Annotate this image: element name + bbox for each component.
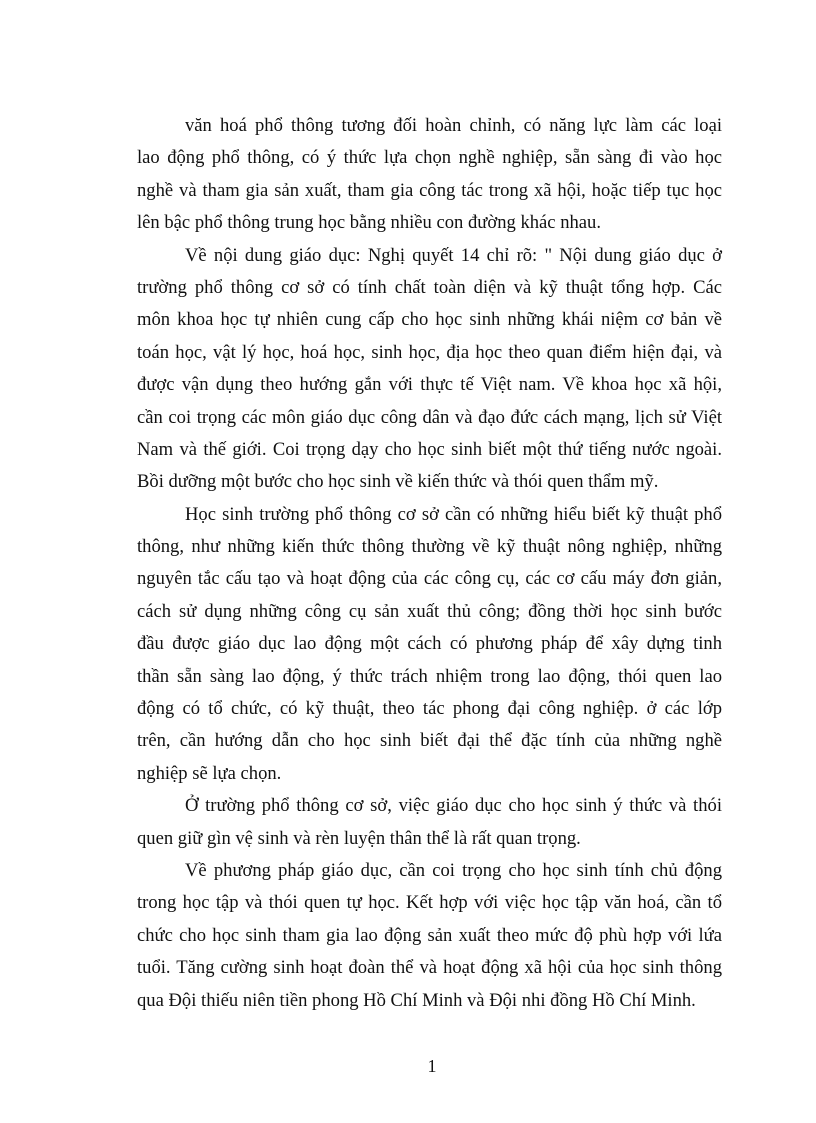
text-line: trong học tập và thói quen tự học. Kết hợp với việc học tập văn hoá, cần tổ (137, 892, 722, 914)
text-line: thông, như những kiến thức thông thường về kỹ thuật nông nghiệp, những (137, 536, 722, 558)
text-line: trên, cần hướng dẫn cho học sinh biết đại thể đặc tính của những nghề (137, 730, 722, 752)
text-line: trường phổ thông cơ sở có tính chất toàn diện và kỹ thuật tổng hợp. Các (137, 276, 722, 298)
text-line: môn khoa học tự nhiên cung cấp cho học sinh những khái niệm cơ bản về (137, 309, 722, 331)
text-line: nguyên tắc cấu tạo và hoạt động của các công cụ, các cơ cấu máy đơn giản, (137, 568, 722, 590)
text-line: nghiệp sẽ lựa chọn. (137, 762, 282, 784)
text-line: Bồi dưỡng một bước cho học sinh về kiến thức và thói quen thẩm mỹ. (137, 471, 659, 493)
text-line: quen giữ gìn vệ sinh và rèn luyện thân thể là rất quan trọng. (137, 827, 581, 849)
text-line: nghề và tham gia sản xuất, tham gia công tác trong xã hội, hoặc tiếp tục học (137, 179, 722, 201)
text-line: toán học, vật lý học, hoá học, sinh học, địa học theo quan điểm hiện đại, và (137, 341, 722, 363)
text-line: tuổi. Tăng cường sinh hoạt đoàn thể và hoạt động xã hội của học sinh thông (137, 957, 722, 979)
body-text (137, 110, 722, 1017)
text-line: thần sẵn sàng lao động, ý thức trách nhiệm trong lao động, thói quen lao (137, 665, 722, 687)
text-line: lao động phổ thông, có ý thức lựa chọn nghề nghiệp, sẵn sàng đi vào học (137, 147, 722, 169)
text-line: Về nội dung giáo dục: Nghị quyết 14 chỉ rõ: " Nội dung giáo dục ở (185, 244, 722, 266)
text-line: qua Đội thiếu niên tiền phong Hồ Chí Minh và Đội nhi đồng Hồ Chí Minh. (137, 989, 696, 1011)
text-line: Học sinh trường phổ thông cơ sở cần có những hiểu biết kỹ thuật phổ (185, 503, 722, 525)
text-line: Ở trường phổ thông cơ sở, việc giáo dục cho học sinh ý thức và thói (185, 795, 722, 817)
text-line: đầu được giáo dục lao động một cách có phương pháp để xây dựng tinh (137, 633, 722, 655)
text-line: Về phương pháp giáo dục, cần coi trọng cho học sinh tính chủ động (185, 859, 722, 881)
text-line: lên bậc phổ thông trung học bằng nhiều con đường khác nhau. (137, 212, 601, 234)
text-line: động có tổ chức, có kỹ thuật, theo tác phong đại công nghiệp. ở các lớp (137, 698, 722, 720)
text-line: được vận dụng theo hướng gắn với thực tế Việt nam. Về khoa học xã hội, (137, 374, 722, 396)
text-line: văn hoá phổ thông tương đối hoàn chỉnh, có năng lực làm các loại (185, 115, 722, 136)
page-number: 1 (427, 1056, 437, 1076)
text-line: Nam và thế giới. Coi trọng dạy cho học sinh biết một thứ tiếng nước ngoài. (137, 438, 722, 460)
text-line: cách sử dụng những công cụ sản xuất thủ công; đồng thời học sinh bước (137, 600, 722, 622)
text-line: chức cho học sinh tham gia lao động sản xuất theo mức độ phù hợp với lứa (137, 924, 722, 946)
text-line: cần coi trọng các môn giáo dục công dân và đạo đức cách mạng, lịch sử Việt (137, 406, 722, 428)
